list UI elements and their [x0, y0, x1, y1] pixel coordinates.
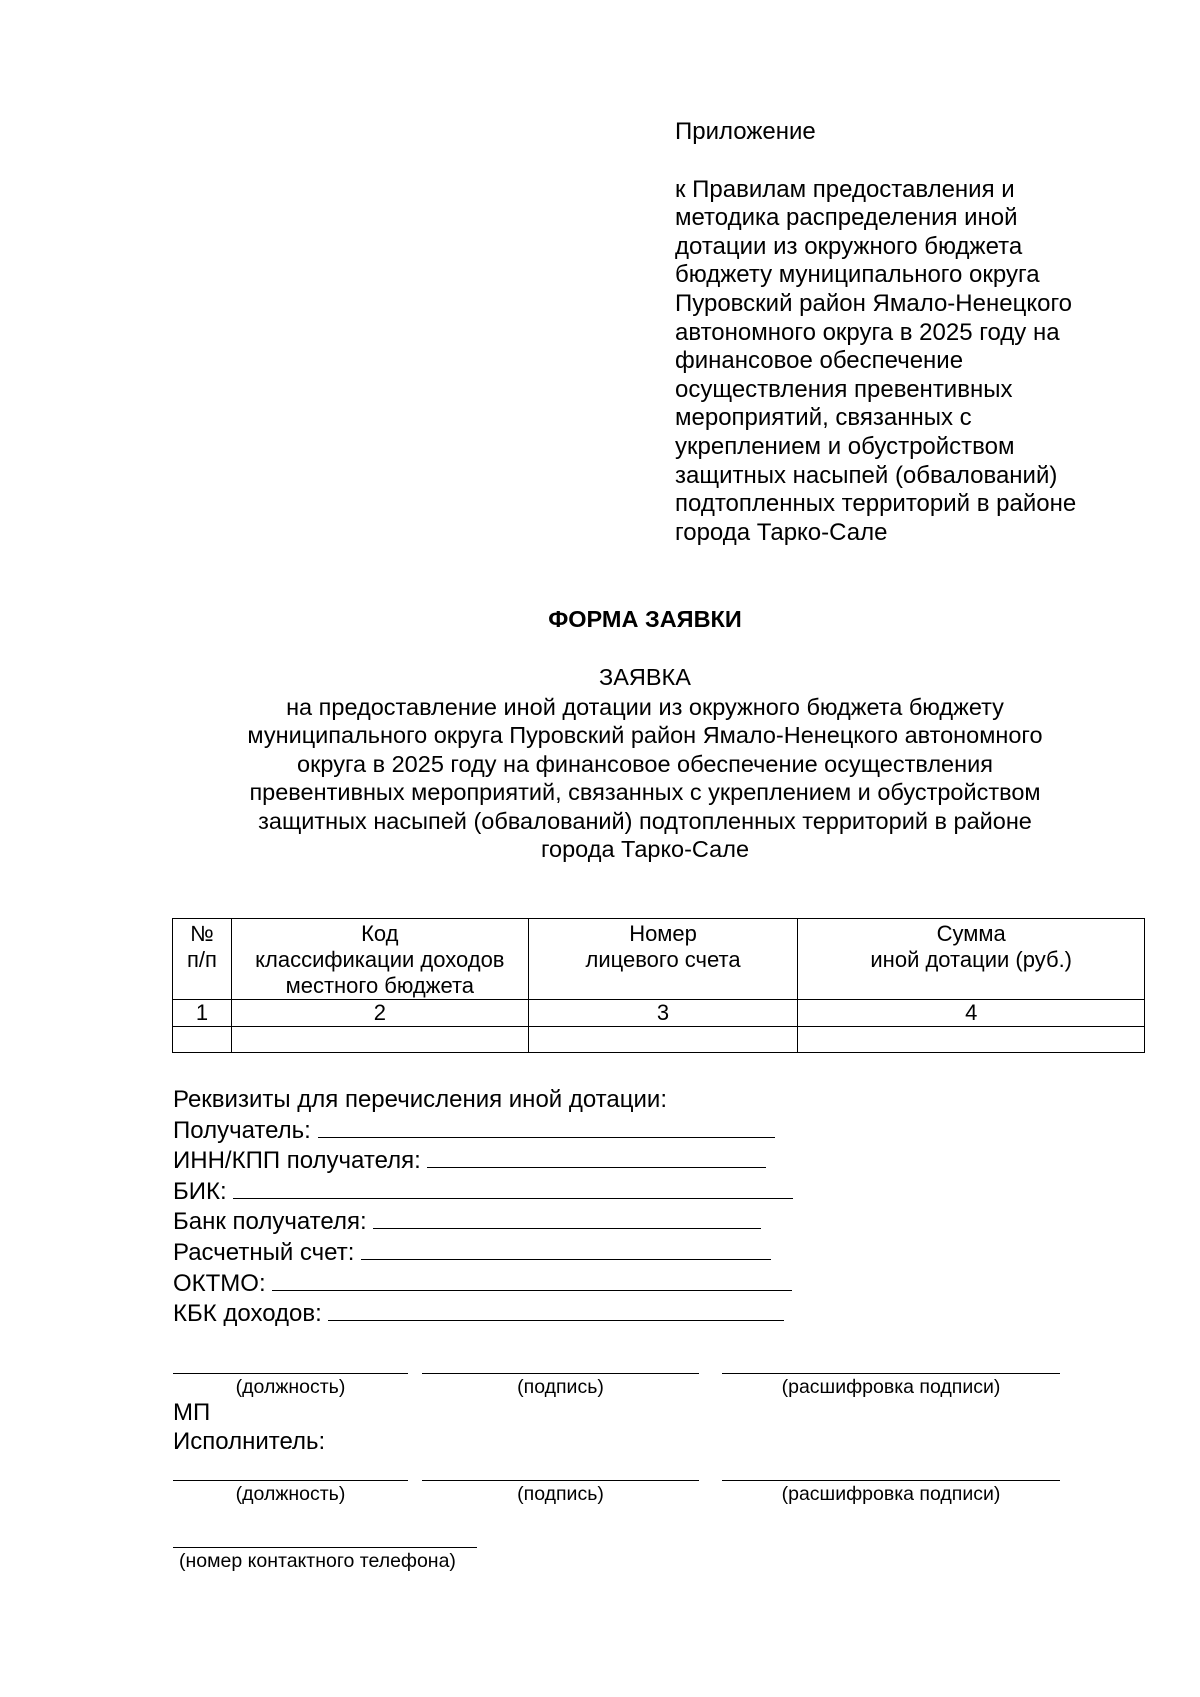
appendix-line: финансовое обеспечение	[675, 347, 964, 375]
header-cell-code: Код классификации доходов местного бюджета	[231, 919, 528, 1000]
recipient-fill-line[interactable]	[318, 1115, 775, 1138]
decoding-line[interactable]	[722, 1373, 1060, 1374]
column-number-cell: 4	[798, 1000, 1145, 1027]
request-line: муниципального округа Пуровский район Ямало-Ненецкого автономного	[247, 722, 1043, 749]
request-title: ЗАЯВКА	[599, 664, 691, 690]
head-signature-block	[173, 1373, 1073, 1417]
form-heading: ФОРМА ЗАЯВКИ	[548, 606, 742, 632]
position-caption: (должность)	[235, 1483, 346, 1505]
appendix-line: защитных насыпей (обвалований)	[675, 461, 1058, 489]
executor-signature-block	[173, 1480, 1073, 1524]
table-cell[interactable]	[173, 1027, 232, 1053]
signature-caption: (подпись)	[517, 1483, 604, 1505]
requisite-inn-kpp	[173, 1145, 793, 1176]
account-fill-line[interactable]	[361, 1237, 771, 1260]
bik-fill-line[interactable]	[233, 1176, 793, 1199]
requisites-heading: Реквизиты для перечисления иной дотации:	[173, 1086, 667, 1113]
column-number-cell: 3	[528, 1000, 798, 1027]
bank-fill-line[interactable]	[373, 1206, 761, 1229]
position-line[interactable]	[173, 1480, 408, 1481]
position-line[interactable]	[173, 1373, 408, 1374]
appendix-line: к Правилам предоставления и	[675, 175, 1015, 203]
phone-caption: (номер контактного телефона)	[179, 1550, 456, 1572]
appendix-line: мероприятий, связанных с	[675, 404, 972, 432]
requisite-oktmo	[173, 1268, 793, 1299]
phone-line[interactable]	[173, 1547, 477, 1548]
appendix-line: бюджету муниципального округа	[675, 261, 1040, 289]
table-header-row	[173, 919, 1145, 1000]
requisite-bank	[173, 1206, 793, 1237]
header-cell-account: Номер лицевого счета	[528, 919, 798, 1000]
signature-caption: (подпись)	[517, 1376, 604, 1398]
signature-line[interactable]	[422, 1480, 699, 1481]
request-description	[190, 693, 1100, 863]
request-line: на предоставление иной дотации из окружного бюджета бюджету	[286, 694, 1004, 720]
column-number-cell: 2	[231, 1000, 528, 1027]
request-line: города Тарко-Сале	[540, 836, 750, 863]
appendix-block	[675, 118, 1145, 547]
decoding-line[interactable]	[722, 1480, 1060, 1481]
requisite-recipient	[173, 1115, 793, 1146]
requisite-label: Банк получателя:	[173, 1208, 374, 1236]
request-line: защитных насыпей (обвалований) подтопленных территорий в районе	[258, 807, 1032, 834]
position-caption: (должность)	[235, 1376, 346, 1398]
decoding-caption: (расшифровка подписи)	[781, 1376, 1001, 1398]
appendix-line: Пуровский район Ямало-Ненецкого	[675, 289, 1073, 317]
seal-label: МП	[173, 1399, 211, 1426]
phone-block	[173, 1547, 1073, 1591]
requisites-block	[173, 1086, 793, 1329]
request-line: превентивных мероприятий, связанных с укреплением и обустройством	[249, 779, 1041, 806]
grant-table	[172, 918, 1145, 1053]
header-cell-number: № п/п	[173, 919, 232, 1000]
executor-label: Исполнитель:	[173, 1428, 326, 1455]
requisite-bik	[173, 1176, 793, 1207]
requisite-label: ИНН/КПП получателя:	[173, 1147, 428, 1175]
request-line: округа в 2025 году на финансовое обеспечение осуществления	[297, 750, 993, 777]
column-number-cell: 1	[173, 1000, 232, 1027]
table-cell[interactable]	[528, 1027, 798, 1053]
appendix-line: автономного округа в 2025 году на	[675, 318, 1060, 346]
appendix-line: подтопленных территорий в районе	[675, 490, 1077, 518]
table-cell[interactable]	[798, 1027, 1145, 1053]
table-row	[173, 1027, 1145, 1053]
decoding-caption: (расшифровка подписи)	[781, 1483, 1001, 1505]
requisite-kbk	[173, 1298, 793, 1329]
appendix-line: города Тарко-Сале	[675, 518, 888, 546]
requisite-label: Получатель:	[173, 1116, 318, 1144]
table-column-numbers-row	[173, 1000, 1145, 1027]
inn-kpp-fill-line[interactable]	[427, 1145, 766, 1168]
header-cell-amount: Сумма иной дотации (руб.)	[798, 919, 1145, 1000]
appendix-title: Приложение	[675, 118, 816, 145]
requisite-label: Расчетный счет:	[173, 1238, 362, 1266]
kbk-fill-line[interactable]	[328, 1298, 784, 1321]
signature-line[interactable]	[422, 1373, 699, 1374]
requisite-account	[173, 1237, 793, 1268]
appendix-line: укреплением и обустройством	[675, 432, 1015, 460]
table-cell[interactable]	[231, 1027, 528, 1053]
appendix-line: осуществления превентивных	[675, 375, 1013, 403]
appendix-line: методика распределения иной	[675, 204, 1018, 232]
oktmo-fill-line[interactable]	[272, 1268, 792, 1291]
requisite-label: КБК доходов:	[173, 1300, 329, 1328]
requisite-label: ОКТМО:	[173, 1269, 273, 1297]
requisite-label: БИК:	[173, 1177, 234, 1205]
appendix-line: дотации из окружного бюджета	[675, 232, 1023, 260]
